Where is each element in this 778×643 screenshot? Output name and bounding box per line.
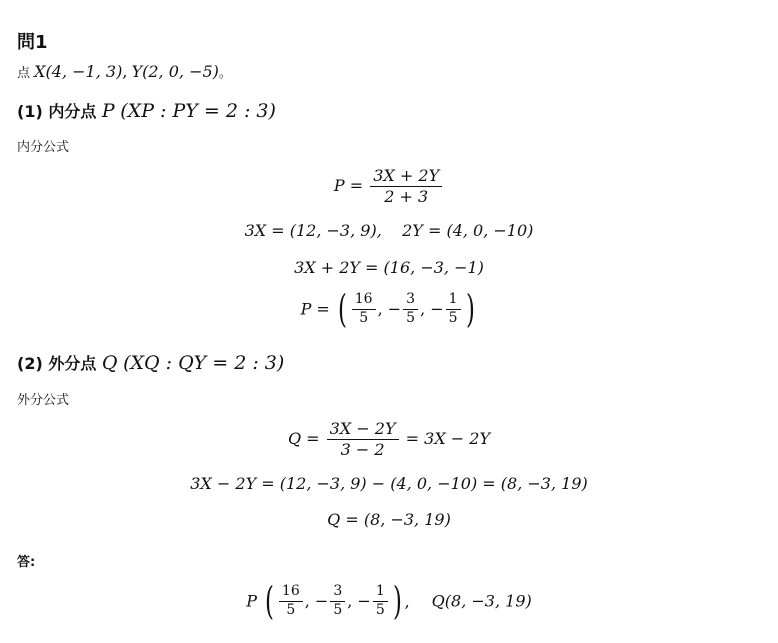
part1-eq1-fraction bbox=[370, 166, 442, 207]
part2-eq3-text: Q = (8, −3, 19) bbox=[327, 510, 451, 529]
part2-eq1-fraction bbox=[327, 419, 399, 460]
part1-eq1-lhs: P = bbox=[333, 176, 364, 195]
point-x: X(4, −1, 3) bbox=[34, 62, 123, 81]
part1-eq4-lhs: P = bbox=[300, 299, 330, 319]
part1-heading bbox=[17, 99, 276, 122]
part1-eq1-denominator: 2 + 3 bbox=[384, 187, 429, 206]
part2-eq3 bbox=[0, 510, 778, 529]
part2-eq1-rhs: = 3X − 2Y bbox=[405, 429, 491, 448]
intro-prefix: 点 bbox=[17, 66, 31, 81]
part1-eq1-numerator: 3X + 2Y bbox=[370, 166, 442, 187]
answer-open-paren: ( bbox=[265, 579, 274, 623]
intro-separator: , bbox=[122, 62, 128, 81]
answer-line bbox=[0, 579, 778, 623]
part2-eq2-text: 3X − 2Y = (12, −3, 9) − (4, 0, −10) = (8, −3, 19) bbox=[190, 474, 588, 493]
part1-eq4-frac1-den: 5 bbox=[359, 309, 369, 326]
answer-close-paren: ) bbox=[392, 579, 402, 623]
part2-var: Q bbox=[101, 352, 118, 374]
answer-frac2-num: 3 bbox=[330, 583, 345, 602]
answer-frac1-num: 16 bbox=[279, 583, 303, 602]
part1-eq4 bbox=[0, 287, 778, 331]
part2-eq1 bbox=[0, 419, 778, 460]
answer-sep1: , − bbox=[304, 591, 329, 611]
answer-label: 答: bbox=[17, 555, 36, 570]
part1-eq4-frac1 bbox=[352, 291, 376, 327]
point-y: Y(2, 0, −5) bbox=[131, 62, 219, 81]
part2-eq1-denominator: 3 − 2 bbox=[340, 440, 385, 459]
answer-sep2: , − bbox=[347, 591, 371, 611]
part2-eq2 bbox=[0, 474, 778, 493]
answer-frac3-den: 5 bbox=[375, 601, 385, 618]
part1-eq3 bbox=[0, 258, 778, 277]
part1-eq2 bbox=[0, 221, 778, 240]
part2-eq1-numerator: 3X − 2Y bbox=[327, 419, 399, 440]
answer-q: Q(8, −3, 19) bbox=[431, 591, 532, 611]
answer-frac2-den: 5 bbox=[333, 601, 343, 618]
part1-eq4-frac3 bbox=[446, 291, 461, 327]
answer-frac3 bbox=[373, 583, 388, 619]
part2-eq1-lhs: Q = bbox=[287, 429, 320, 448]
answer-p-var: P bbox=[246, 591, 257, 611]
answer-frac2 bbox=[330, 583, 345, 619]
part1-eq4-sep1: , − bbox=[377, 299, 402, 319]
part1-eq2-text: 3X = (12, −3, 9), 2Y = (4, 0, −10) bbox=[244, 221, 534, 240]
answer-frac1-den: 5 bbox=[286, 601, 296, 618]
part1-eq3-text: 3X + 2Y = (16, −3, −1) bbox=[294, 258, 484, 277]
part2-formula-label: 外分公式 bbox=[17, 393, 70, 408]
answer-comma: , bbox=[404, 591, 410, 611]
part1-formula-label: 内分公式 bbox=[17, 140, 70, 155]
part1-eq4-sep2: , − bbox=[420, 299, 444, 319]
part2-heading bbox=[17, 351, 284, 374]
answer-frac1 bbox=[279, 583, 303, 619]
part1-eq4-open-paren: ( bbox=[337, 287, 347, 331]
part1-eq4-frac2 bbox=[403, 291, 418, 327]
part1-eq4-frac2-num: 3 bbox=[403, 291, 418, 310]
part1-eq4-frac2-den: 5 bbox=[406, 309, 416, 326]
part1-eq1 bbox=[0, 166, 778, 207]
part1-eq4-frac3-num: 1 bbox=[446, 291, 461, 310]
answer-frac3-num: 1 bbox=[373, 583, 388, 602]
part1-ratio: (XP : PY = 2 : 3) bbox=[120, 100, 276, 122]
part1-heading-text: (1) 内分点 bbox=[17, 102, 97, 121]
part1-var: P bbox=[101, 100, 115, 122]
intro-suffix: 。 bbox=[218, 66, 232, 81]
part2-ratio: (XQ : QY = 2 : 3) bbox=[123, 352, 285, 374]
part1-eq4-frac1-num: 16 bbox=[352, 291, 376, 310]
part2-heading-text: (2) 外分点 bbox=[17, 354, 97, 373]
problem-heading: 問1 bbox=[17, 32, 48, 53]
part1-eq4-frac3-den: 5 bbox=[448, 309, 458, 326]
part1-eq4-close-paren: ) bbox=[465, 287, 475, 331]
intro-line bbox=[17, 62, 232, 81]
